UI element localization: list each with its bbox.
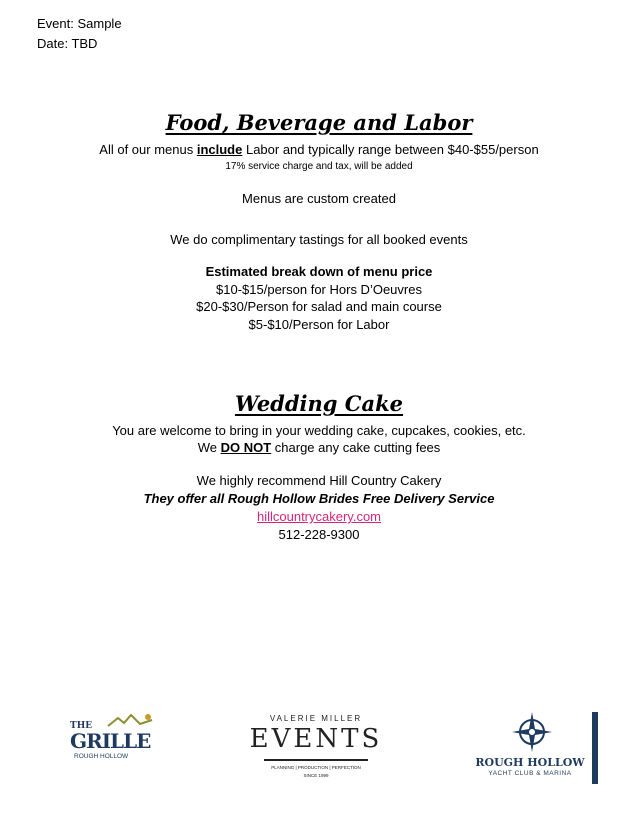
cake-section-title: Wedding Cake [234,391,404,416]
events-logo-tag: PLANNING | PRODUCTION | PERFECTION [271,765,361,770]
fees-post: charge any cake cutting fees [271,440,441,455]
grille-logo-the: THE [70,721,93,731]
breakdown-item-main-course: $20-$30/Person for salad and main course [196,299,442,314]
marina-logo-main: ROUGH HOLLOW [475,756,585,769]
fees-do-not: DO NOT [220,440,272,455]
breakdown-heading: Estimated break down of menu price [205,264,433,279]
date-label: Date: TBD [37,36,98,51]
cake-welcome-text: You are welcome to bring in your wedding cake, cupcakes, cookies, etc. [112,423,526,438]
events-logo-since: SINCE 1999 [303,773,329,778]
cakery-recommendation: We highly recommend Hill Country Cakery [196,473,442,488]
menus-line-pre: All of our menus [99,142,197,157]
cakery-link[interactable]: hillcountrycakery.com [256,509,382,524]
cake-fees-line [0,440,638,455]
menus-price-line [0,142,638,157]
events-logo [246,712,386,792]
tastings-text: We do complimentary tastings for all booked events [170,232,468,247]
food-section-title: Food, Beverage and Labor [165,110,473,135]
event-label: Event: Sample [37,16,122,31]
marina-logo-bar [592,712,598,784]
grille-logo [68,712,163,768]
breakdown-item-hors-doeuvres: $10-$15/person for Hors D’Oeuvres [216,282,422,297]
service-charge-note: 17% service charge and tax, will be added [225,161,413,172]
fees-pre: We [197,440,221,455]
grille-logo-name: GRILLE [70,729,151,753]
marina-logo [470,712,598,784]
custom-menus-text: Menus are custom created [242,191,396,206]
events-logo-rule [264,759,368,761]
menus-line-post: Labor and typically range between $40-$55/person [242,142,539,157]
events-logo-main: EVENTS [249,724,383,754]
events-logo-top: VALERIE MILLER [269,714,363,723]
cakery-phone: 512-228-9300 [278,527,360,542]
compass-icon [512,712,552,752]
grille-logo-sub: ROUGH HOLLOW [74,753,129,760]
breakdown-item-labor: $5-$10/Person for Labor [248,317,390,332]
delivery-note: They offer all Rough Hollow Brides Free Delivery Service [143,491,495,506]
menus-line-include: include [196,142,243,157]
marina-logo-sub: YACHT CLUB & MARINA [488,770,572,777]
